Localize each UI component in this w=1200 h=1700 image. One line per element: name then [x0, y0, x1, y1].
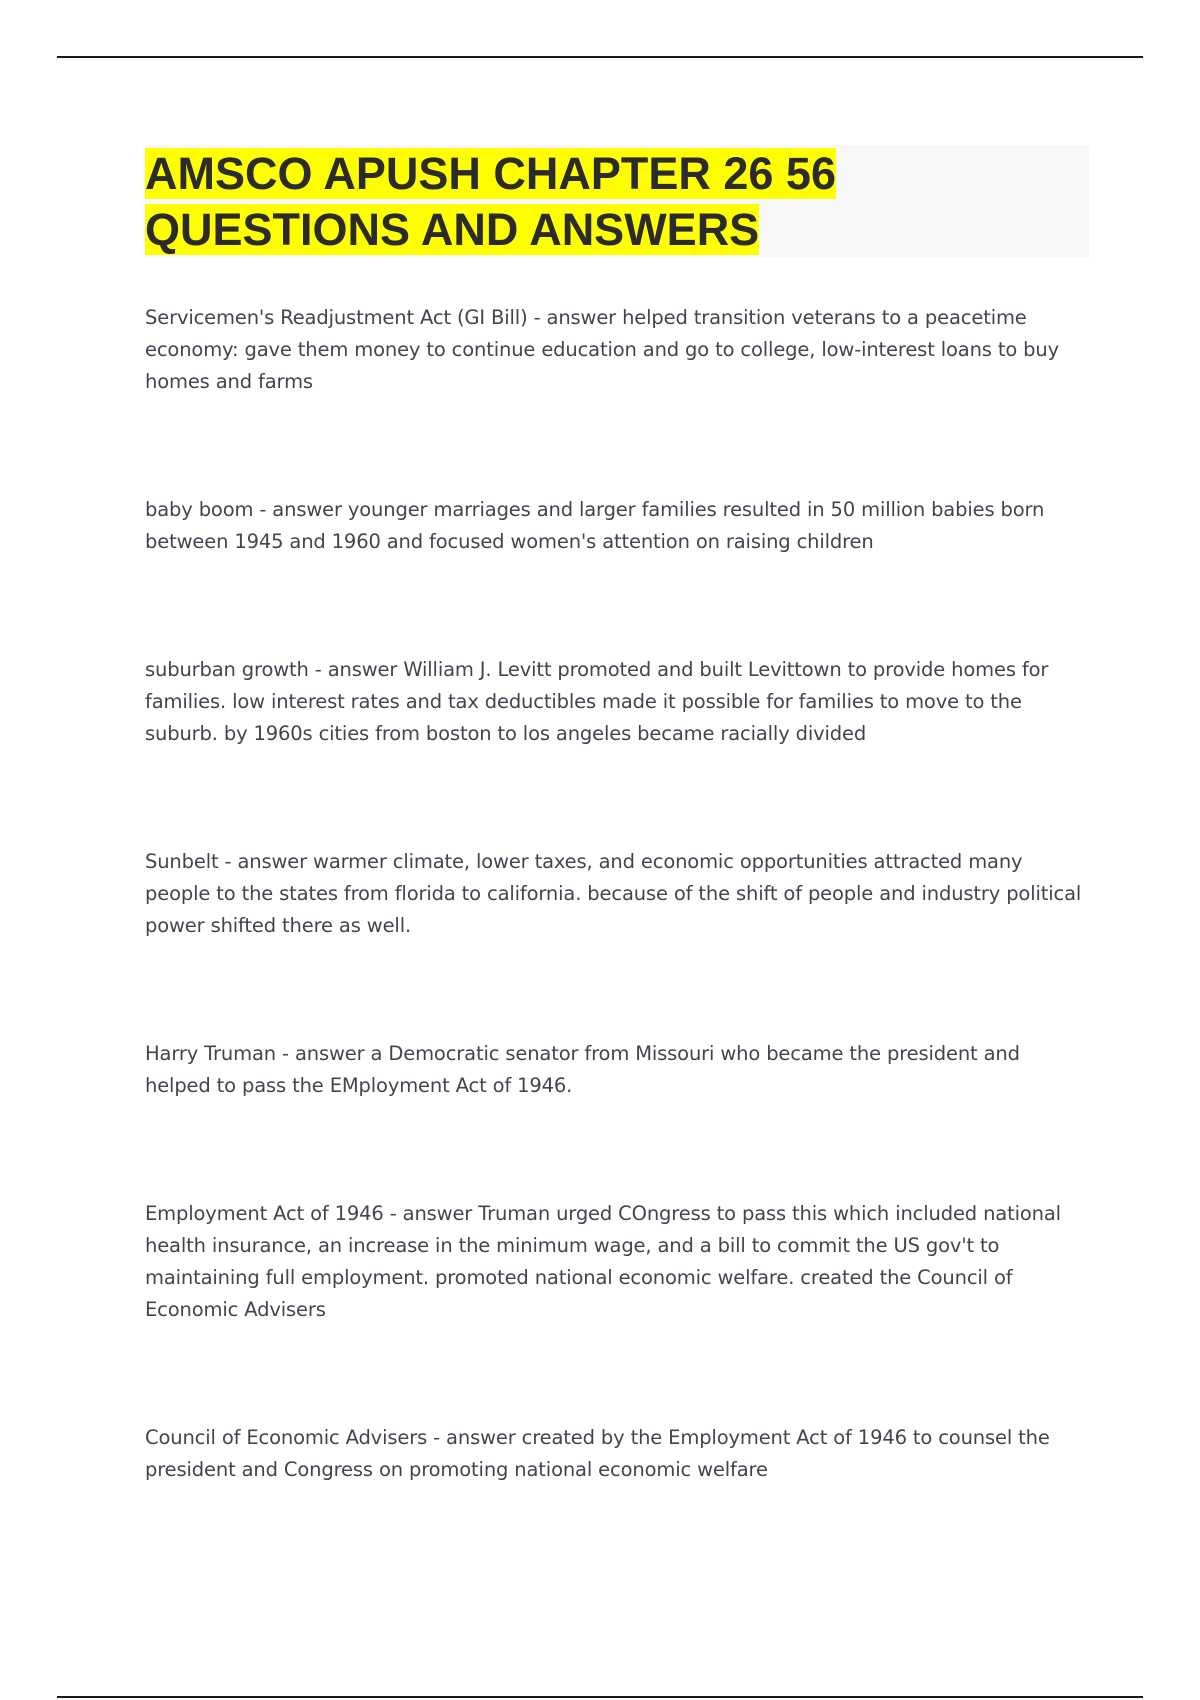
top-divider [57, 56, 1143, 58]
document-title [145, 146, 965, 258]
qa-item-sunbelt: Sunbelt - answer warmer climate, lower taxes, and economic opportunities attracted many people to the states from florida to california. because of the shift of people and industry political power shifted there as well. [145, 850, 1082, 937]
qa-item-employment-act: Employment Act of 1946 - answer Truman urged COngress to pass this which included national health insurance, an increase in the minimum wage, and a bill to commit the US gov't to maintaining full employment. promoted national economic welfare. created the Council of Economic Advisers [145, 1202, 1061, 1321]
qa-list [145, 302, 1085, 1486]
qa-item-council-of-economic-advisers: Council of Economic Advisers - answer created by the Employment Act of 1946 to counsel the president and Congress on promoting national economic welfare [145, 1426, 1050, 1481]
qa-item-suburban-growth: suburban growth - answer William J. Levitt promoted and built Levittown to provide homes for families. low interest rates and tax deductibles made it possible for families to move to the suburb. by 1960s cities from boston to los angeles became racially divided [145, 658, 1049, 745]
title-highlight: AMSCO APUSH CHAPTER 26 56 QUESTIONS AND ANSWERS [145, 148, 836, 255]
qa-item-harry-truman: Harry Truman - answer a Democratic senator from Missouri who became the president and helped to pass the EMployment Act of 1946. [145, 1042, 1020, 1097]
bottom-divider [57, 1696, 1143, 1698]
qa-item-gi-bill: Servicemen's Readjustment Act (GI Bill) - answer helped transition veterans to a peacetime economy: gave them money to continue education and go to college, low-interest loans to buy homes and farms [145, 306, 1060, 393]
qa-item-baby-boom: baby boom - answer younger marriages and larger families resulted in 50 million babies born between 1945 and 1960 and focused women's attention on raising children [145, 498, 1045, 553]
